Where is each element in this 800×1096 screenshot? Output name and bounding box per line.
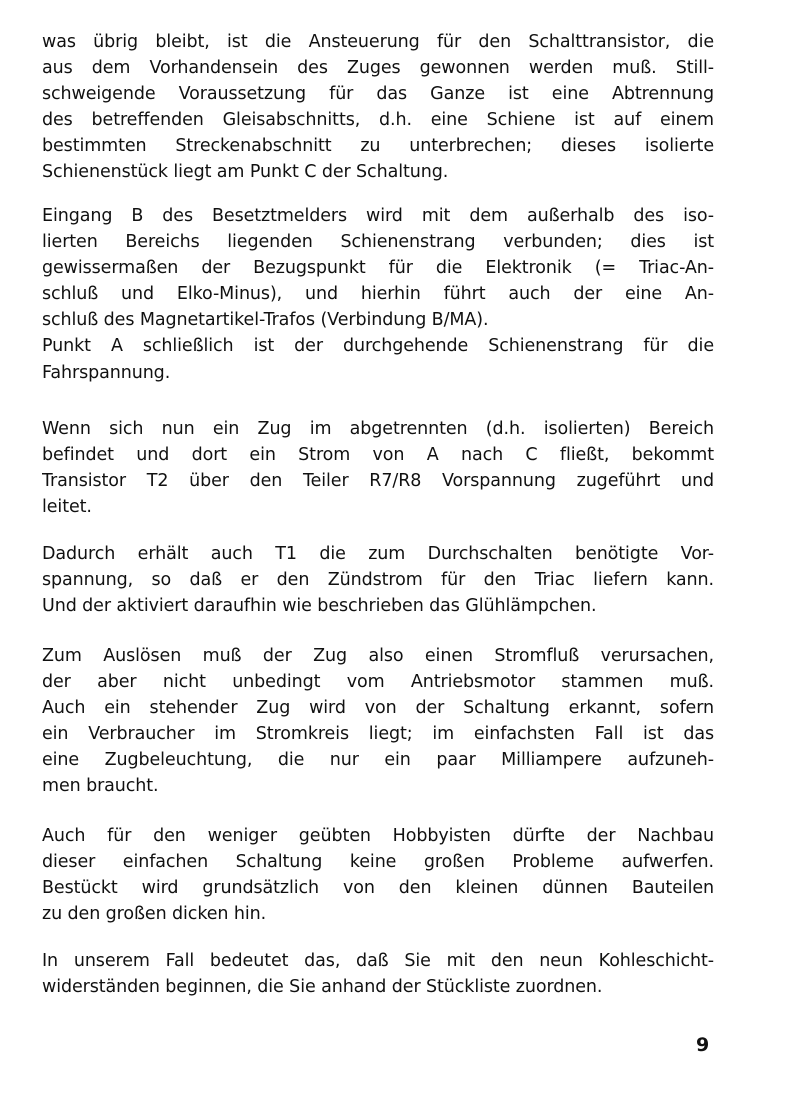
text-line: eine Zugbeleuchtung, die nur ein paar Milliampere aufzuneh- — [42, 750, 714, 771]
text-line: schluß des Magnetartikel-Trafos (Verbindung B/MA). — [42, 310, 489, 331]
text-line: Transistor T2 über den Teiler R7/R8 Vorspannung zugeführt und — [42, 471, 714, 492]
text-line: befindet und dort ein Strom von A nach C fließt, bekommt — [42, 445, 714, 466]
text-line: Dadurch erhält auch T1 die zum Durchschalten benötigte Vor- — [42, 544, 714, 564]
text-line: des betreffenden Gleisabschnitts, d.h. eine Schiene ist auf einem — [42, 110, 714, 131]
text-line: Auch für den weniger geübten Hobbyisten dürfte der Nachbau — [42, 826, 714, 846]
text-line: Punkt A schließlich ist der durchgehende Schienenstrang für die — [42, 336, 714, 357]
text-line: schluß und Elko-Minus), und hierhin führt auch der eine An- — [42, 284, 714, 305]
page-number: 9 — [696, 1034, 710, 1056]
text-line: zu den großen dicken hin. — [42, 904, 267, 925]
text-line: der aber nicht unbedingt vom Antriebsmotor stammen muß. — [42, 672, 714, 693]
text-line: ein Verbraucher im Stromkreis liegt; im einfachsten Fall ist das — [42, 724, 714, 745]
paragraph-7 — [42, 948, 714, 1000]
text-line: bestimmten Streckenabschnitt zu unterbrechen; dieses isolierte — [42, 136, 714, 157]
text-line: Und der aktiviert daraufhin wie beschrieben das Glühlämpchen. — [42, 596, 597, 617]
paragraph-1 — [42, 29, 714, 186]
text-line: Auch ein stehender Zug wird von der Schaltung erkannt, sofern — [42, 698, 714, 719]
text-line: In unserem Fall bedeutet das, daß Sie mit den neun Kohleschicht- — [42, 951, 714, 971]
text-line: lierten Bereichs liegenden Schienenstrang verbunden; dies ist — [42, 232, 714, 253]
text-line: gewissermaßen der Bezugspunkt für die Elektronik (= Triac-An- — [42, 258, 714, 279]
text-line: spannung, so daß er den Zündstrom für den Triac liefern kann. — [42, 570, 714, 591]
text-line: Fahrspannung. — [42, 362, 171, 383]
text-line: Eingang B des Besetztmelders wird mit dem außerhalb des iso- — [42, 206, 714, 226]
text-line: Wenn sich nun ein Zug im abgetrennten (d.h. isolierten) Bereich — [42, 419, 714, 439]
text-line: Bestückt wird grundsätzlich von den kleinen dünnen Bauteilen — [42, 878, 714, 899]
text-line: widerständen beginnen, die Sie anhand der Stückliste zuordnen. — [42, 977, 603, 998]
text-line: aus dem Vorhandensein des Zuges gewonnen werden muß. Still- — [42, 58, 714, 79]
paragraph-6 — [42, 823, 714, 927]
text-line: dieser einfachen Schaltung keine großen Probleme aufwerfen. — [42, 852, 714, 873]
paragraph-3 — [42, 416, 714, 520]
text-line: men braucht. — [42, 776, 159, 797]
text-line: leitet. — [42, 497, 92, 518]
text-line: Zum Auslösen muß der Zug also einen Stromfluß verursachen, — [42, 646, 714, 666]
paragraph-5 — [42, 643, 714, 800]
paragraph-4 — [42, 541, 714, 619]
text-line: schweigende Voraussetzung für das Ganze ist eine Abtrennung — [42, 84, 714, 105]
text-line: was übrig bleibt, ist die Ansteuerung für den Schalttransistor, die — [42, 32, 714, 52]
paragraph-2 — [42, 203, 714, 386]
text-line: Schienenstück liegt am Punkt C der Schaltung. — [42, 162, 449, 183]
